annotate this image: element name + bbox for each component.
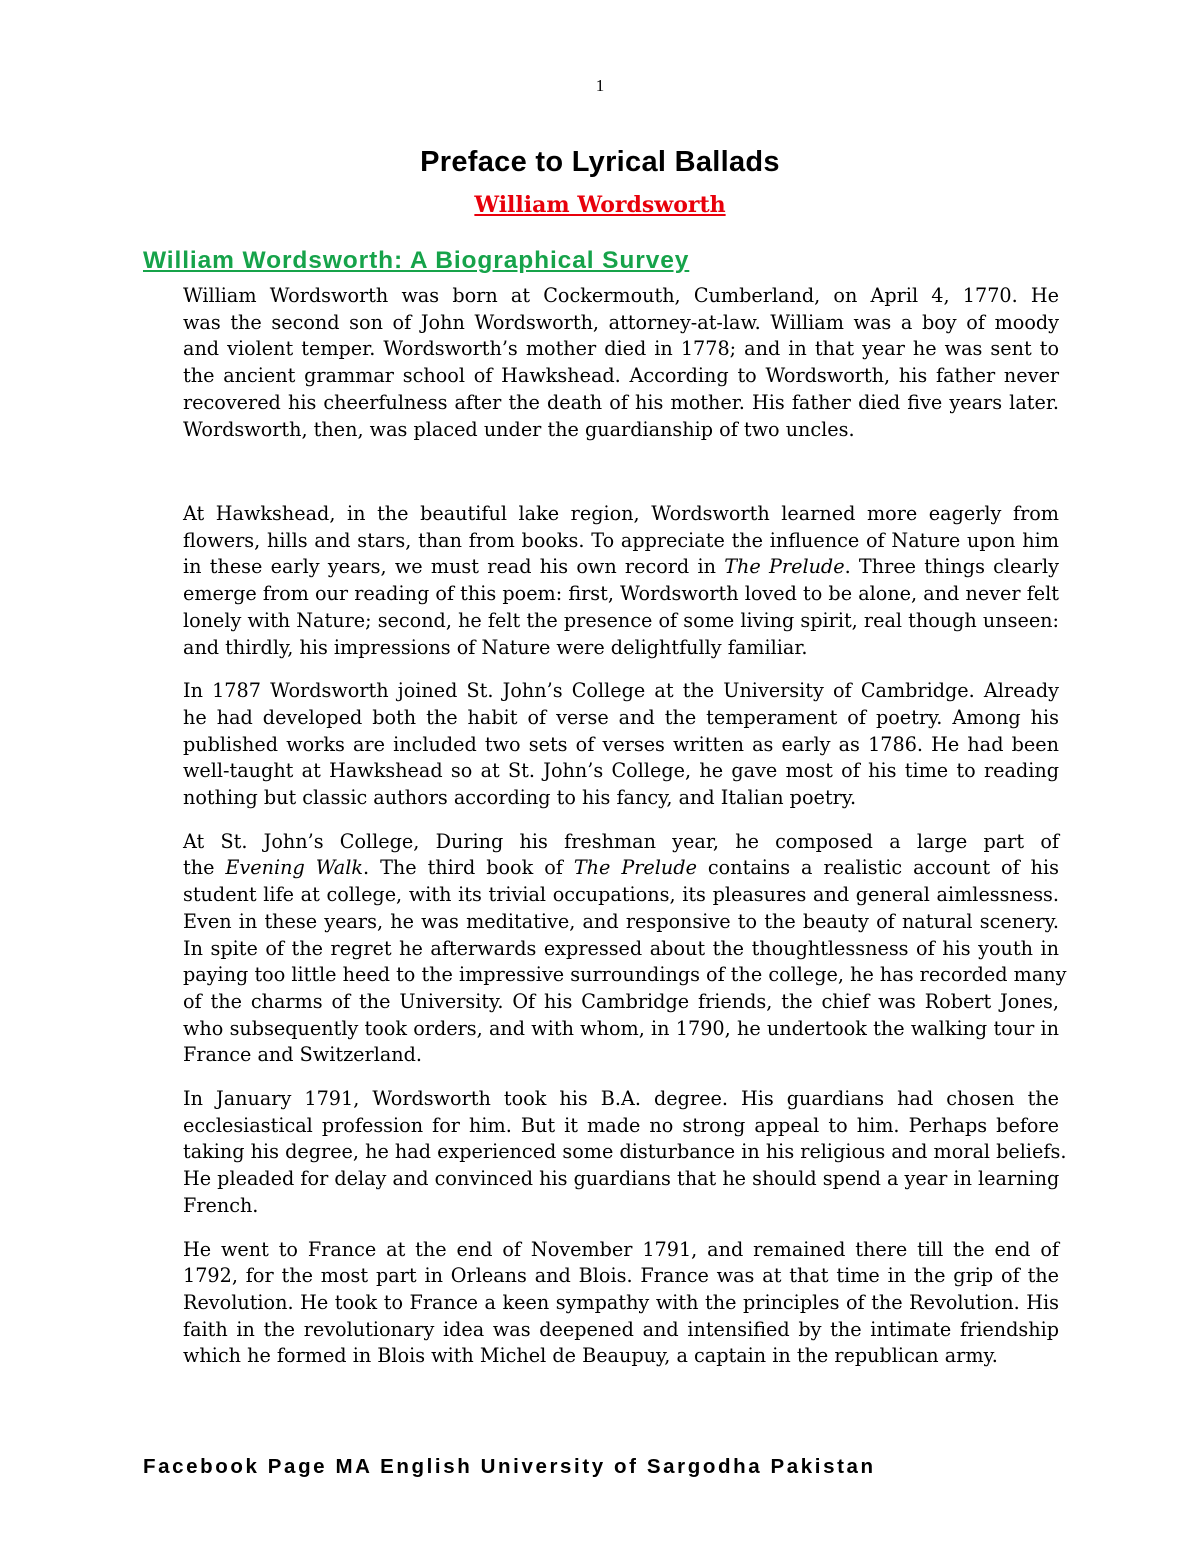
body-text-block-1	[143, 283, 1059, 443]
line-text: in these early years, we must read his own record in	[183, 555, 725, 579]
paragraph-line: Even in these years, he was meditative, and responsive to the beauty of natural scenery.	[183, 909, 1059, 933]
paragraph-line: the ancient grammar school of Hawkshead. According to Wordsworth, his father never	[183, 364, 1059, 388]
paragraph-2	[143, 501, 1059, 661]
paragraph-4	[143, 829, 1067, 1069]
paragraph-line: French.	[183, 1193, 259, 1217]
paragraph-line: was the second son of John Wordsworth, attorney-at-law. William was a boy of moody	[183, 310, 1059, 334]
paragraph-line: nothing but classic authors according to his fancy, and Italian poetry.	[183, 786, 857, 810]
paragraph-6	[143, 1237, 1059, 1371]
work-title-italic: The Prelude	[573, 856, 697, 880]
work-title-italic: Evening Walk	[225, 856, 363, 880]
paragraph-line: recovered his cheerfulness after the death of his mother. His father died five years later.	[183, 390, 1059, 414]
paragraph-line: In 1787 Wordsworth joined St. John’s College at the University of Cambridge. Already	[183, 679, 1059, 703]
section-heading: William Wordsworth: A Biographical Survey	[143, 247, 690, 274]
paragraph-line: who subsequently took orders, and with whom, in 1790, he undertook the walking tour in	[183, 1016, 1059, 1040]
paragraph-line: published works are included two sets of verses written as early as 1786. He had been	[183, 732, 1059, 756]
paragraph-1	[143, 283, 1059, 443]
paragraph-3	[143, 678, 1059, 812]
page-footer: Facebook Page MA English University of Sargodha Pakistan	[143, 1455, 876, 1478]
paragraph-line: In spite of the regret he afterwards expressed about the thoughtlessness of his youth in	[183, 936, 1059, 960]
paragraph-line: ecclesiastical profession for him. But it made no strong appeal to him. Perhaps before	[183, 1113, 1059, 1137]
line-text: contains a realistic account of his	[696, 856, 1060, 880]
paragraph-5	[143, 1086, 1067, 1220]
paragraph-line: paying too little heed to the impressive surroundings of the college, he has recorded many	[183, 963, 1067, 987]
paragraph-line: and thirdly, his impressions of Nature were delightfully familiar.	[183, 635, 808, 659]
work-title-italic: The Prelude	[724, 555, 845, 579]
line-text: . The third book of	[363, 856, 574, 880]
paragraph-line: of the charms of the University. Of his Cambridge friends, the chief was Robert Jones,	[183, 989, 1059, 1013]
paragraph-line: In January 1791, Wordsworth took his B.A. degree. His guardians had chosen the	[183, 1087, 1059, 1111]
body-text-block-2	[143, 501, 1067, 1370]
paragraph-line: 1792, for the most part in Orleans and Blois. France was at that time in the grip of the	[183, 1264, 1059, 1288]
paragraph-line: student life at college, with its trivial occupations, its pleasures and general aimlessness.	[183, 883, 1059, 907]
paragraph-line: and violent temper. Wordsworth’s mother died in 1778; and in that year he was sent to	[183, 337, 1059, 361]
paragraph-line: taking his degree, he had experienced some disturbance in his religious and moral beliefs.	[183, 1140, 1067, 1164]
paragraph-line: He went to France at the end of November 1791, and remained there till the end of	[183, 1237, 1059, 1261]
paragraph-line: Wordsworth, then, was placed under the guardianship of two uncles.	[183, 417, 855, 441]
paragraph-line: he had developed both the habit of verse and the temperament of poetry. Among his	[183, 705, 1059, 729]
paragraph-line: which he formed in Blois with Michel de Beaupuy, a captain in the republican army.	[183, 1344, 998, 1368]
paragraph-line: He pleaded for delay and convinced his guardians that he should spend a year in learning	[183, 1167, 1060, 1191]
line-text: the	[183, 856, 226, 880]
document-title: Preface to Lyrical Ballads	[420, 146, 780, 178]
line-text: . Three things clearly	[844, 555, 1060, 579]
paragraph-line: well-taught at Hawkshead so at St. John’s College, he gave most of his time to reading	[183, 759, 1059, 783]
paragraph-line: Revolution. He took to France a keen sympathy with the principles of the Revolution. His	[183, 1290, 1059, 1314]
paragraph-line: emerge from our reading of this poem: first, Wordsworth loved to be alone, and never felt	[183, 582, 1059, 606]
page-number: 1	[595, 76, 605, 95]
paragraph-line	[143, 855, 1059, 882]
paragraph-line: faith in the revolutionary idea was deepened and intensified by the intimate friendship	[183, 1317, 1059, 1341]
paragraph-line: France and Switzerland.	[183, 1043, 423, 1067]
paragraph-line: lonely with Nature; second, he felt the presence of some living spirit, real though unseen:	[183, 608, 1059, 632]
paragraph-line: flowers, hills and stars, than from books. To appreciate the influence of Nature upon him	[183, 528, 1059, 552]
paragraph-line: At St. John’s College, During his freshman year, he composed a large part of	[183, 829, 1059, 853]
paragraph-line: William Wordsworth was born at Cockermouth, Cumberland, on April 4, 1770. He	[183, 284, 1059, 307]
paragraph-line: At Hawkshead, in the beautiful lake region, Wordsworth learned more eagerly from	[183, 502, 1059, 525]
author-name: William Wordsworth	[474, 192, 726, 218]
paragraph-line	[143, 554, 1059, 581]
